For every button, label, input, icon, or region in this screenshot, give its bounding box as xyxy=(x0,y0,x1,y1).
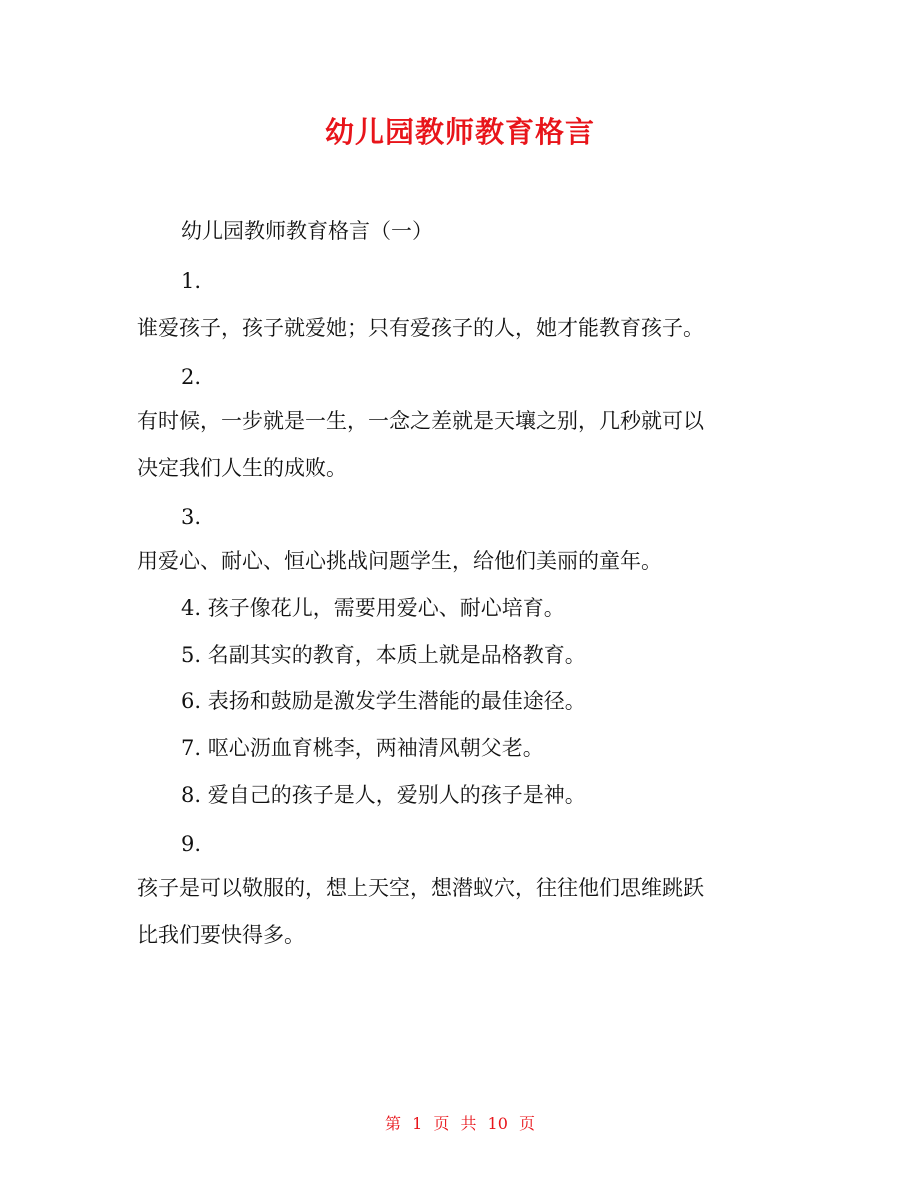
item-2-number: 2. xyxy=(181,365,202,389)
item-2-text-line-1: 有时候，一步就是一生，一念之差就是天壤之别，几秒就可以 xyxy=(137,409,704,433)
item-4: 4. 孩子像花儿，需要用爱心、耐心培育。 xyxy=(181,596,565,620)
item-8: 8. 爱自己的孩子是人，爱别人的孩子是神。 xyxy=(181,783,586,807)
item-3-text: 用爱心、耐心、恒心挑战问题学生，给他们美丽的童年。 xyxy=(137,549,662,573)
item-5: 5. 名副其实的教育，本质上就是品格教育。 xyxy=(181,643,586,667)
page-number-footer: 第 1 页 共 10 页 xyxy=(385,1114,535,1133)
page-title: 幼儿园教师教育格言 xyxy=(324,115,595,149)
item-6: 6. 表扬和鼓励是激发学生潜能的最佳途径。 xyxy=(181,689,586,713)
item-9-number: 9. xyxy=(181,832,202,856)
item-7: 7. 呕心沥血育桃李，两袖清风朝父老。 xyxy=(181,736,544,760)
item-3-number: 3. xyxy=(181,505,202,529)
item-9-text-line-1: 孩子是可以敬服的，想上天空，想潜蚁穴，往往他们思维跳跃 xyxy=(137,876,704,900)
item-9-text-line-2: 比我们要快得多。 xyxy=(137,923,305,947)
item-1-number: 1. xyxy=(181,269,202,293)
item-1-text: 谁爱孩子，孩子就爱她；只有爱孩子的人，她才能教育孩子。 xyxy=(137,316,704,340)
item-2-text-line-2: 决定我们人生的成败。 xyxy=(137,456,347,480)
section-heading: 幼儿园教师教育格言（一） xyxy=(181,219,433,243)
